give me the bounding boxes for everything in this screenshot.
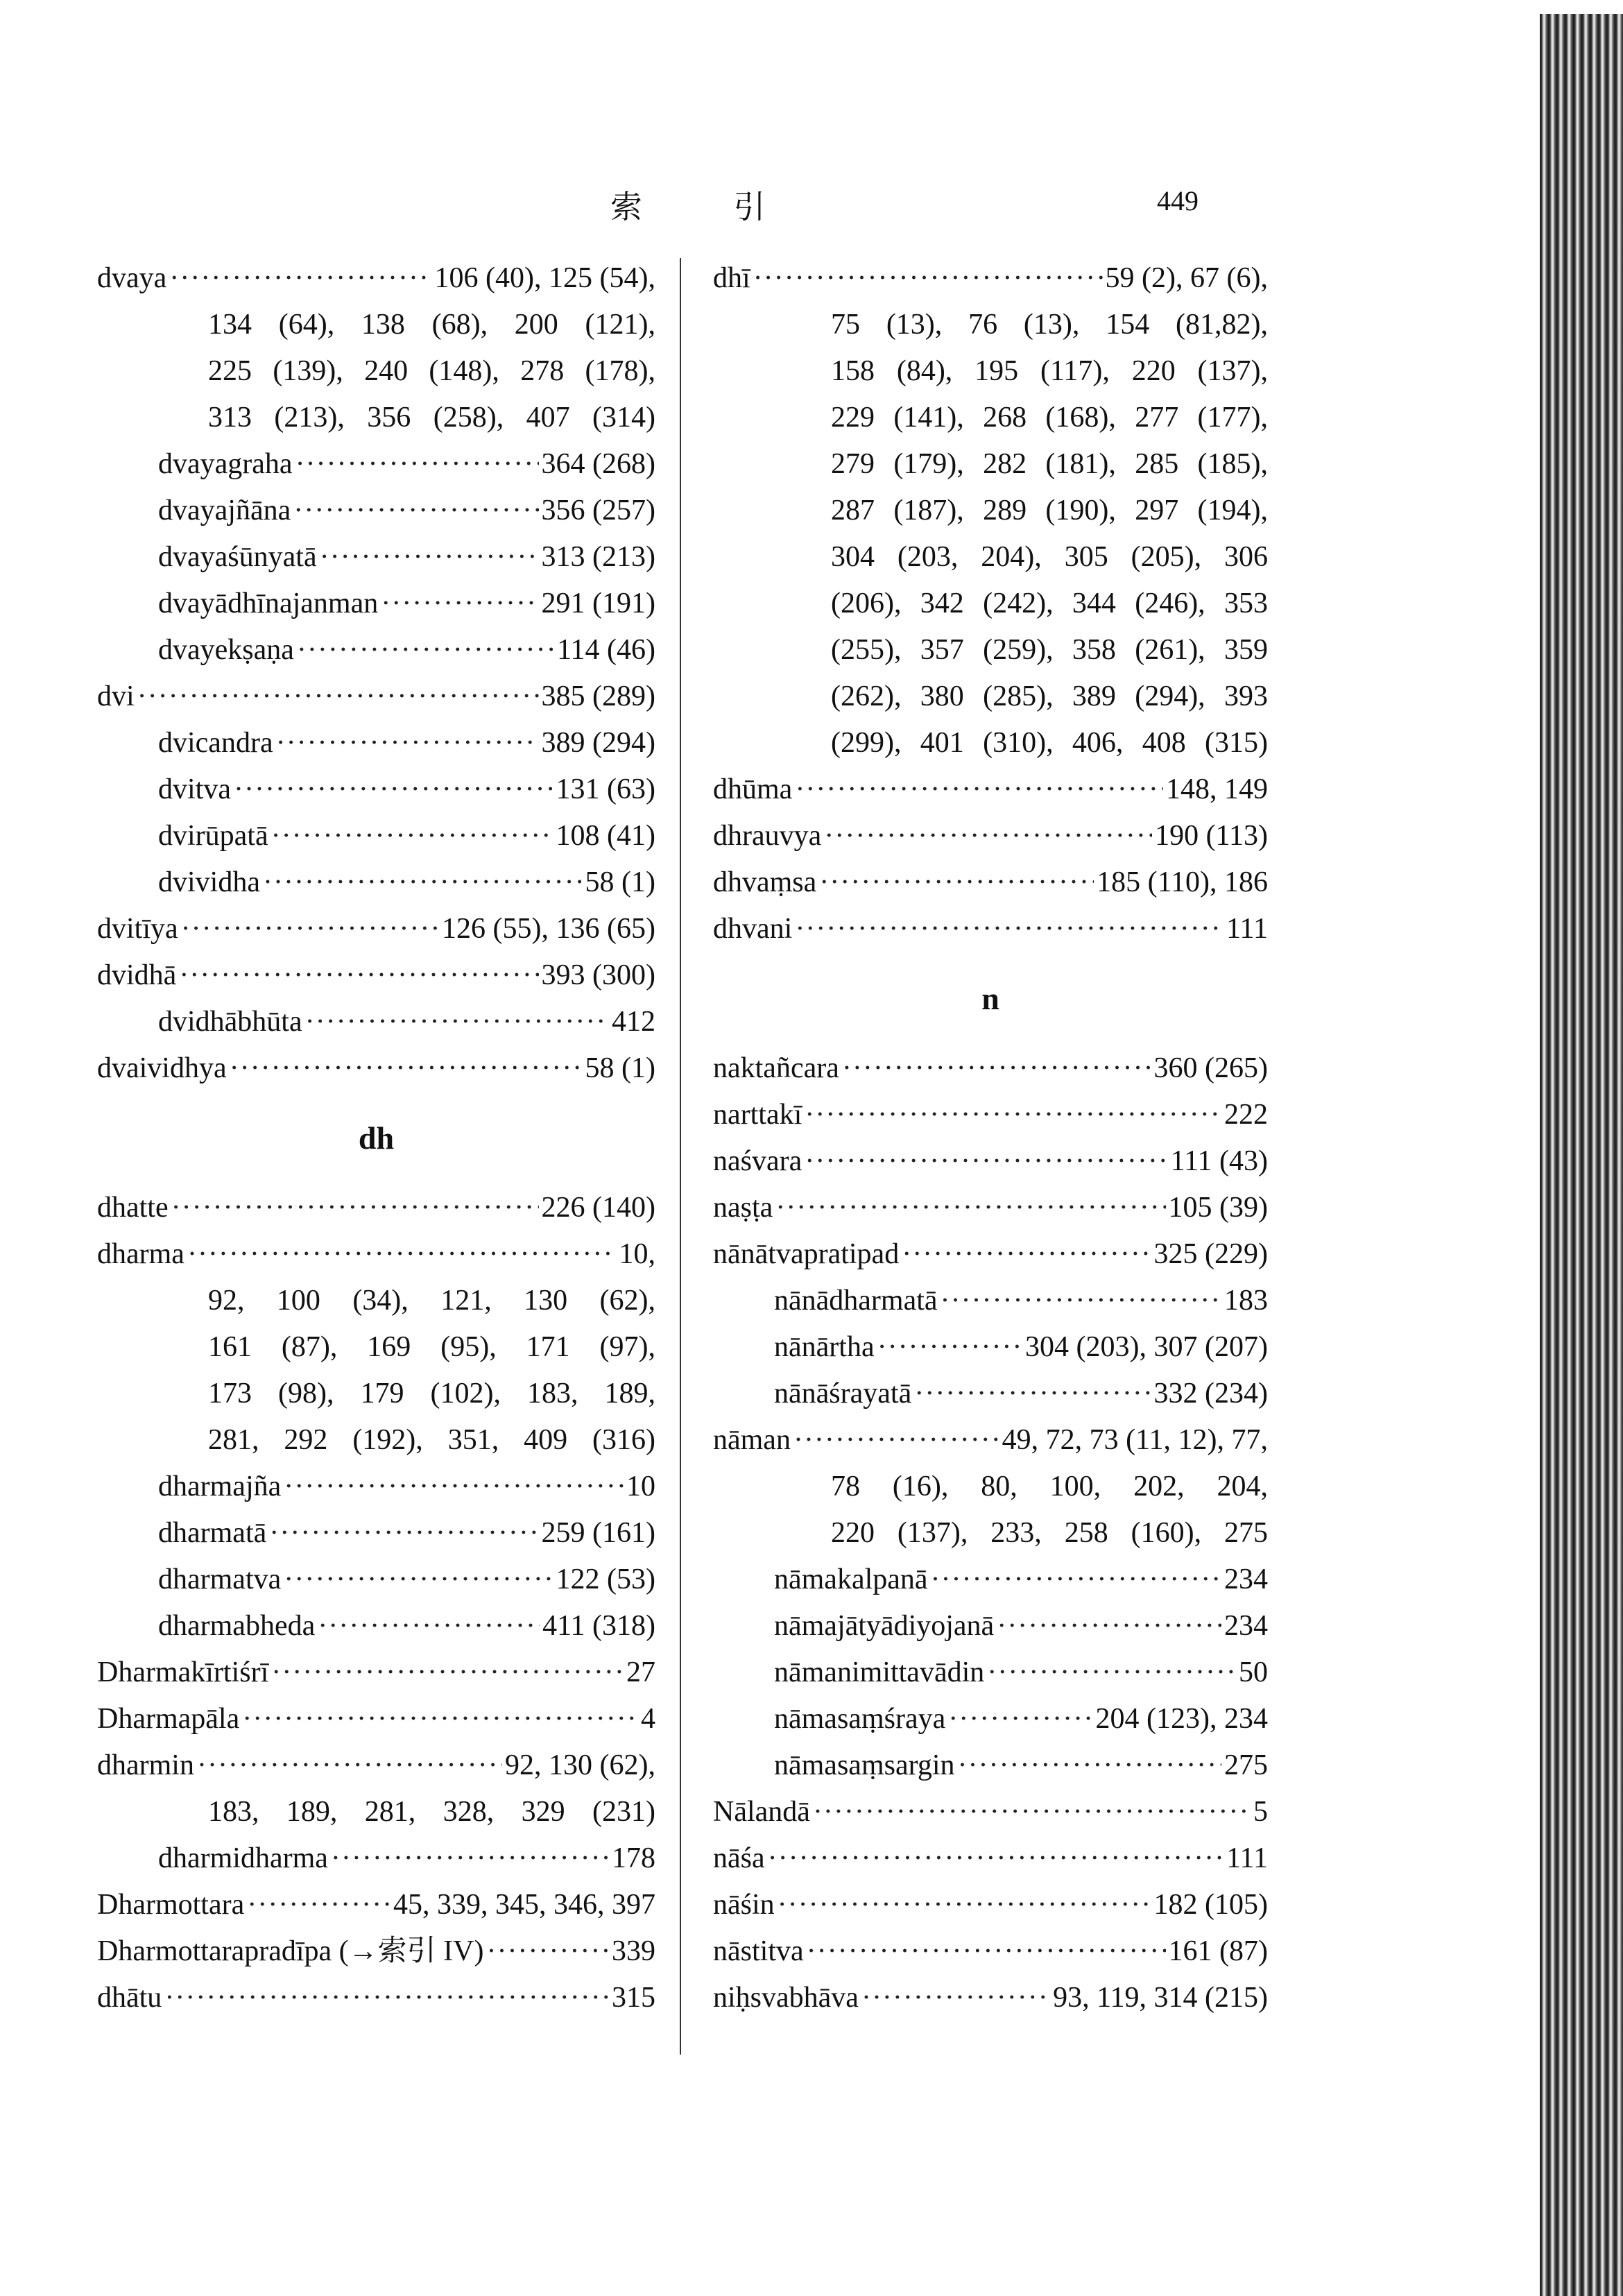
index-subentry (97, 627, 655, 674)
leader-dots (269, 1510, 538, 1557)
entry-refs: 315 (612, 1982, 655, 2014)
leader-dots (842, 1045, 1151, 1092)
entry-refs: 5 (1253, 1796, 1268, 1828)
index-entry (713, 1882, 1268, 1928)
entry-term: nāmasaṃsargin (774, 1749, 955, 1781)
scanned-page-edge (1540, 14, 1623, 2296)
entry-term: dvayekṣaṇa (158, 634, 294, 666)
entry-continuation: 313 (213), 356 (258), 407 (314) (208, 402, 655, 434)
entry-term: dvitva (158, 773, 231, 805)
index-subentry (97, 1603, 655, 1650)
leader-dots (271, 1650, 624, 1696)
section-heading-n: n (981, 981, 999, 1016)
entry-term: dvidhābhūta (158, 1006, 302, 1038)
entry-refs: 59 (2), 67 (6), (1105, 262, 1268, 294)
entry-term: dvirūpatā (158, 820, 268, 852)
entry-refs: 111 (43) (1170, 1145, 1268, 1177)
index-column-right (713, 255, 1268, 2021)
entry-refs: 161 (87) (1168, 1935, 1268, 1967)
entry-term: nānāśrayatā (774, 1378, 912, 1410)
leader-dots (753, 255, 1103, 302)
leader-dots (230, 1045, 583, 1092)
entry-term: dvidhā (97, 959, 177, 991)
entry-term: naṣṭa (713, 1192, 773, 1224)
entry-refs: 185 (110), 186 (1097, 866, 1268, 898)
leader-dots (768, 1835, 1223, 1882)
entry-term: dharmatva (158, 1563, 282, 1595)
entry-refs: 412 (612, 1006, 655, 1038)
entry-refs: 27 (626, 1656, 655, 1688)
index-entry (97, 1185, 655, 1231)
entry-term: naśvara (713, 1145, 802, 1177)
entry-refs: 385 (289) (541, 680, 655, 712)
leader-dots (861, 1975, 1050, 2021)
entry-refs: 4 (641, 1703, 655, 1735)
index-entry (713, 255, 1268, 302)
entry-term: dhūma (713, 773, 793, 805)
entry-term: dharmidharma (158, 1842, 328, 1874)
index-entry (97, 906, 655, 952)
leader-dots (271, 813, 553, 859)
entry-refs: 111 (1226, 913, 1268, 945)
entry-term: dvitīya (97, 913, 178, 945)
index-entry (97, 255, 655, 302)
entry-term: Dharmottara (97, 1889, 245, 1921)
entry-term: dharmabheda (158, 1610, 316, 1642)
leader-dots (234, 766, 553, 813)
entry-continuation: (206), 342 (242), 344 (246), 353 (831, 588, 1268, 619)
entry-continuation: 281, 292 (192), 351, 409 (316) (208, 1424, 655, 1456)
entry-refs: 93, 119, 314 (215) (1053, 1982, 1268, 2014)
entry-refs: 105 (39) (1168, 1192, 1268, 1224)
index-subentry (97, 720, 655, 766)
entry-refs: 259 (161) (541, 1517, 655, 1549)
leader-dots (486, 1928, 609, 1975)
entry-continuation: 75 (13), 76 (13), 154 (81,82), (831, 309, 1268, 341)
entry-refs: 393 (300) (541, 959, 655, 991)
entry-term: dhī (713, 262, 750, 294)
leader-dots (958, 1742, 1222, 1789)
leader-dots (948, 1696, 1092, 1742)
entry-refs: 182 (105) (1153, 1889, 1268, 1921)
index-entry (97, 1231, 655, 1278)
index-entry (97, 1045, 655, 1092)
leader-dots (819, 859, 1094, 906)
entry-refs: 50 (1239, 1656, 1268, 1688)
index-subentry (97, 766, 655, 813)
leader-dots (318, 1603, 540, 1650)
leader-dots (242, 1696, 638, 1742)
index-subentry (97, 1557, 655, 1603)
entry-refs: 131 (63) (556, 773, 655, 805)
index-entry (713, 1417, 1268, 1464)
entry-refs: 204 (123), 234 (1095, 1703, 1268, 1735)
index-subentry (713, 1742, 1268, 1789)
entry-continuation: 225 (139), 240 (148), 278 (178), (208, 355, 655, 387)
entry-refs: 313 (213) (541, 541, 655, 573)
entry-refs: 360 (265) (1153, 1052, 1268, 1084)
index-subentry (97, 441, 655, 488)
entry-term: narttakī (713, 1099, 802, 1131)
entry-refs: 234 (1224, 1563, 1268, 1595)
index-subentry (97, 581, 655, 627)
leader-dots (169, 255, 431, 302)
entry-term: nānārtha (774, 1331, 875, 1363)
entry-continuation: 287 (187), 289 (190), 297 (194), (831, 495, 1268, 526)
leader-dots (295, 441, 539, 488)
entry-term: dhrauvya (713, 820, 822, 852)
entry-refs: 339 (612, 1935, 655, 1967)
entry-term: dvicandra (158, 727, 273, 759)
index-subentry (97, 1464, 655, 1510)
entry-continuation: (299), 401 (310), 406, 408 (315) (831, 727, 1268, 759)
leader-dots (305, 999, 609, 1045)
index-entry (713, 1185, 1268, 1231)
leader-dots (284, 1464, 624, 1510)
entry-refs: 411 (318) (542, 1610, 655, 1642)
leader-dots (263, 859, 583, 906)
entry-refs: 226 (140) (541, 1192, 655, 1224)
entry-refs: 122 (53) (556, 1563, 655, 1595)
entry-refs: 190 (113) (1155, 820, 1268, 852)
entry-term: dvaya (97, 262, 167, 294)
entry-term: dvayaśūnyatā (158, 541, 317, 573)
entry-continuation: 229 (141), 268 (168), 277 (177), (831, 402, 1268, 434)
entry-term: nāman (713, 1424, 791, 1456)
entry-continuation: (262), 380 (285), 389 (294), 393 (831, 680, 1268, 712)
leader-dots (902, 1231, 1151, 1278)
index-subentry (97, 1510, 655, 1557)
leader-dots (320, 534, 539, 581)
leader-dots (795, 766, 1163, 813)
index-entry (713, 1928, 1268, 1975)
entry-refs: 92, 130 (62), (505, 1749, 655, 1781)
entry-term: dvayajñāna (158, 495, 291, 526)
index-entry (97, 1975, 655, 2021)
entry-term: nāmanimittavādin (774, 1656, 985, 1688)
entry-term: dhātu (97, 1982, 162, 2014)
leader-dots (914, 1371, 1151, 1417)
entry-refs: 106 (40), 125 (54), (434, 262, 655, 294)
index-subentry (713, 1278, 1268, 1324)
leader-dots (778, 1882, 1151, 1928)
index-entry (713, 766, 1268, 813)
entry-term: dhvani (713, 913, 793, 945)
index-entry (97, 1928, 655, 1975)
leader-dots (293, 488, 538, 534)
leader-dots (775, 1185, 1165, 1231)
index-entry (713, 1975, 1268, 2021)
entry-term: nānādharmatā (774, 1285, 938, 1317)
entry-continuation: 304 (203, 204), 305 (205), 306 (831, 541, 1268, 573)
entry-continuation: 161 (87), 169 (95), 171 (97), (208, 1331, 655, 1363)
entry-term: nāmajātyādiyojanā (774, 1610, 995, 1642)
entry-term: dvi (97, 680, 135, 712)
entry-term: nāstitva (713, 1935, 804, 1967)
entry-refs: 222 (1224, 1099, 1268, 1131)
entry-refs: 10, (619, 1238, 655, 1270)
leader-dots (877, 1324, 1022, 1371)
page-header-title: 索 引 (610, 189, 807, 225)
leader-dots (179, 952, 538, 999)
entry-term: Dharmakīrtiśrī (97, 1656, 269, 1688)
index-entry (713, 906, 1268, 952)
entry-refs: 304 (203), 307 (207) (1025, 1331, 1268, 1363)
entry-refs: 356 (257) (541, 495, 655, 526)
entry-refs: 10 (626, 1471, 655, 1502)
index-subentry (97, 534, 655, 581)
entry-refs: 389 (294) (541, 727, 655, 759)
index-subentry (713, 1696, 1268, 1742)
entry-refs: 58 (1) (585, 1052, 655, 1084)
leader-dots (813, 1789, 1251, 1835)
entry-continuation: 183, 189, 281, 328, 329 (231) (208, 1796, 655, 1828)
entry-refs: 183 (1224, 1285, 1268, 1317)
index-subentry (97, 1835, 655, 1882)
index-subentry (97, 813, 655, 859)
index-entry (97, 952, 655, 999)
entry-continuation: 78 (16), 80, 100, 202, 204, (831, 1471, 1268, 1502)
entry-refs: 58 (1) (585, 866, 655, 898)
entry-refs: 45, 339, 345, 346, 397 (393, 1889, 655, 1921)
index-entry (97, 1882, 655, 1928)
index-entry (713, 859, 1268, 906)
entry-term: dhatte (97, 1192, 169, 1224)
entry-continuation: 92, 100 (34), 121, 130 (62), (208, 1285, 655, 1317)
entry-refs: 291 (191) (541, 588, 655, 619)
entry-refs: 234 (1224, 1610, 1268, 1642)
index-entry (97, 1742, 655, 1789)
section-heading-dh: dh (358, 1120, 395, 1156)
leader-dots (181, 906, 439, 952)
entry-term: nāmakalpanā (774, 1563, 928, 1595)
leader-dots (276, 720, 539, 766)
entry-term: dharmin (97, 1749, 194, 1781)
entry-refs: 111 (1226, 1842, 1268, 1874)
entry-term: niḥsvabhāva (713, 1982, 859, 2014)
index-entry (713, 1231, 1268, 1278)
index-column-left (97, 255, 655, 2021)
entry-refs: 114 (46) (557, 634, 655, 666)
entry-refs: 332 (234) (1153, 1378, 1268, 1410)
index-entry (713, 813, 1268, 859)
entry-continuation: (255), 357 (259), 358 (261), 359 (831, 634, 1268, 666)
index-entry (713, 1092, 1268, 1138)
leader-dots (805, 1092, 1221, 1138)
entry-continuation: 173 (98), 179 (102), 183, 189, (208, 1378, 655, 1410)
entry-refs: 126 (55), 136 (65) (442, 913, 655, 945)
leader-dots (197, 1742, 502, 1789)
leader-dots (331, 1835, 609, 1882)
column-divider (680, 258, 681, 2055)
entry-continuation: 134 (64), 138 (68), 200 (121), (208, 309, 655, 341)
leader-dots (997, 1603, 1221, 1650)
entry-refs: 364 (268) (541, 448, 655, 480)
entry-term: dvividha (158, 866, 260, 898)
entry-refs: 275 (1224, 1749, 1268, 1781)
leader-dots (381, 581, 538, 627)
leader-dots (805, 1138, 1167, 1185)
entry-continuation: 279 (179), 282 (181), 285 (185), (831, 448, 1268, 480)
entry-term: dvayādhīnajanman (158, 588, 379, 619)
index-entry (97, 1696, 655, 1742)
leader-dots (793, 1417, 999, 1464)
entry-term: Dharmapāla (97, 1703, 240, 1735)
entry-refs: 325 (229) (1153, 1238, 1268, 1270)
entry-refs: 108 (41) (556, 820, 655, 852)
entry-term: dharmatā (158, 1517, 267, 1549)
entry-refs: 178 (612, 1842, 655, 1874)
index-entry (713, 1045, 1268, 1092)
entry-term: dhvaṃsa (713, 866, 817, 898)
entry-term: dharma (97, 1238, 184, 1270)
entry-continuation: 220 (137), 233, 258 (160), 275 (831, 1517, 1268, 1549)
index-entry (97, 1650, 655, 1696)
index-subentry (97, 488, 655, 534)
entry-term: naktañcara (713, 1052, 839, 1084)
leader-dots (284, 1557, 553, 1603)
leader-dots (807, 1928, 1166, 1975)
leader-dots (931, 1557, 1221, 1603)
entry-term: nāśin (713, 1889, 775, 1921)
index-subentry (97, 859, 655, 906)
entry-refs: 148, 149 (1166, 773, 1268, 805)
leader-dots (795, 906, 1223, 952)
leader-dots (941, 1278, 1221, 1324)
index-subentry (713, 1371, 1268, 1417)
entry-continuation: 158 (84), 195 (117), 220 (137), (831, 355, 1268, 387)
index-subentry (97, 999, 655, 1045)
index-subentry (713, 1650, 1268, 1696)
entry-term: dvaividhya (97, 1052, 227, 1084)
index-subentry (713, 1603, 1268, 1650)
leader-dots (824, 813, 1152, 859)
page-number: 449 (1157, 185, 1199, 216)
entry-term: Dharmottarapradīpa (→索引 IV) (97, 1935, 484, 1967)
leader-dots (987, 1650, 1236, 1696)
entry-term: nāśa (713, 1842, 765, 1874)
entry-term: nānātvapratipad (713, 1238, 900, 1270)
leader-dots (187, 1231, 617, 1278)
entry-term: dharmajña (158, 1471, 282, 1502)
entry-term: nāmasaṃśraya (774, 1703, 946, 1735)
leader-dots (247, 1882, 390, 1928)
index-entry (713, 1789, 1268, 1835)
index-subentry (713, 1324, 1268, 1371)
entry-refs: 49, 72, 73 (11, 12), 77, (1002, 1424, 1268, 1456)
leader-dots (171, 1185, 539, 1231)
index-entry (713, 1138, 1268, 1185)
leader-dots (164, 1975, 609, 2021)
entry-term: Nālandā (713, 1796, 810, 1828)
leader-dots (297, 627, 554, 674)
index-entry (97, 674, 655, 720)
leader-dots (137, 674, 539, 720)
entry-term: dvayagraha (158, 448, 293, 480)
index-subentry (713, 1557, 1268, 1603)
index-entry (713, 1835, 1268, 1882)
